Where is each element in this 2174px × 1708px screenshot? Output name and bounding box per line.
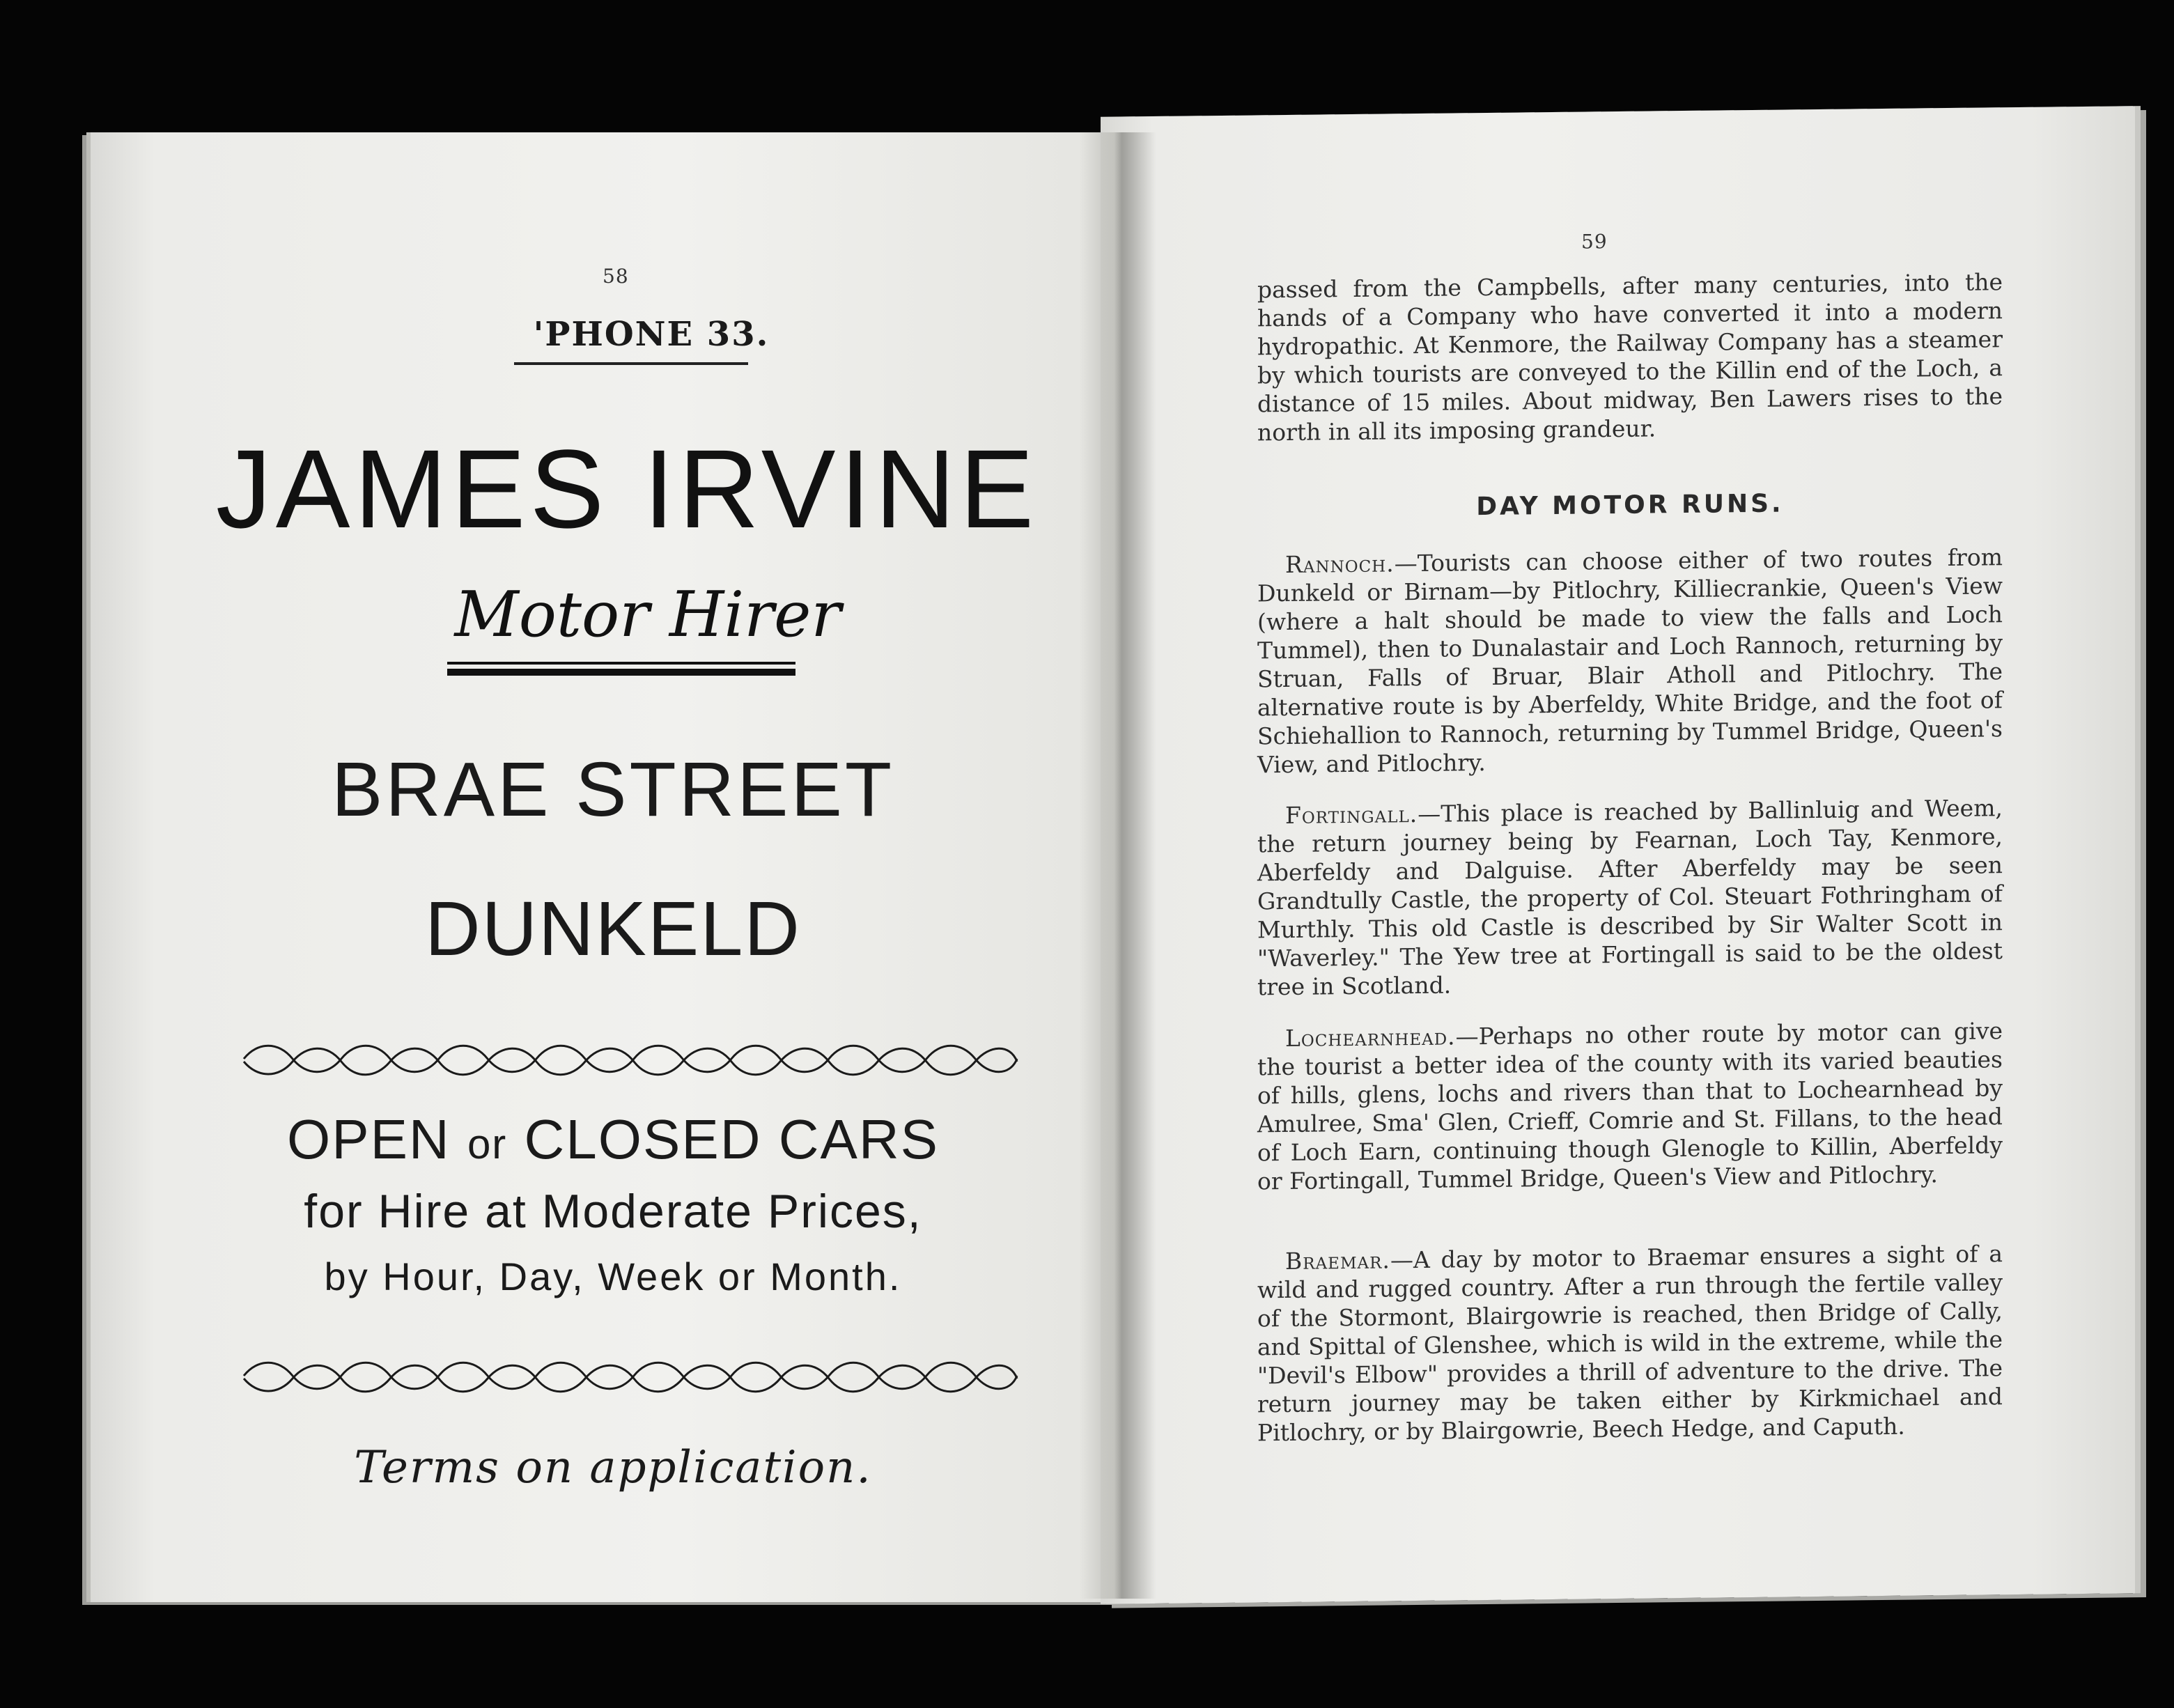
route-title: Braemar. <box>1285 1246 1390 1275</box>
route-description: —This place is reached by Ballinluig and Weem, the return journey being by Fearnan, Loch Tay, Kenmore, Aberfeldy and Dalguise. After Aberfeldy may be seen Grandtully Castle, the property of Col. Steuart Fothringham of Murthly. This old Castle is described by Sir Walter Scott in "Waverley." The Yew tree at Fortingall is said to be the oldest tree in Scotland. <box>1257 794 2003 1001</box>
scroll-ornament-icon <box>237 1355 1024 1397</box>
phone-number: 'PHONE 33. <box>533 315 770 354</box>
book-gutter <box>1080 132 1156 1599</box>
route-title: Lochearnhead. <box>1285 1023 1456 1053</box>
cars-line-2: for Hire at Moderate Prices, <box>304 1185 922 1238</box>
route-lochearnhead <box>1257 1016 2003 1195</box>
intro-text: passed from the Campbells, after many centuries, into the hands of a Company who have converted it into a modern hydropathic. At Kenmore, the Railway Company has a steamer by which tourists are conveyed to the Killin end of the Loch, a distance of 15 miles. About midway, Ben Lawers rises to the north in all its imposing grandeur. <box>1257 268 2003 447</box>
right-page <box>1101 106 2135 1604</box>
role-underline-thick <box>447 669 795 676</box>
cars-or: or <box>467 1121 508 1167</box>
cars-open: OPEN <box>286 1108 451 1170</box>
section-heading: DAY MOTOR RUNS. <box>1476 489 1784 522</box>
business-role: Motor Hirer <box>454 578 841 651</box>
page-number-right: 59 <box>1581 230 1608 254</box>
scroll-ornament-icon <box>237 1038 1024 1080</box>
business-name: JAMES IRVINE <box>215 426 1039 551</box>
phone-underline <box>514 362 748 365</box>
cars-line-3: by Hour, Day, Week or Month. <box>324 1255 902 1298</box>
open-book <box>77 111 2111 1602</box>
route-description: —A day by motor to Braemar ensures a sight of a wild and rugged country. After a run through the fertile valley of the Stormont, Blairgowrie is reached, then Bridge of Cally, and Spittal of Glenshee, which is wild in the extreme, while the "Devil's Elbow" provides a thrill of adventure to the drive. The return journey may be taken either by Kirkmichael and Pitlochry, or by Blairgowrie, Beech Hedge, and Caputh. <box>1257 1240 2003 1447</box>
route-title: Fortingall. <box>1285 800 1418 830</box>
role-underline-thin <box>447 662 795 665</box>
route-braemar <box>1257 1239 2003 1447</box>
intro-paragraph <box>1257 267 2003 447</box>
route-description: —Tourists can choose either of two routes from Dunkeld or Birnam—by Pitlochry, Killiecrankie, Queen's View (where a halt should be made to view the falls and Loch Tummel), then to Dunalastair and Loch Rannoch, returning by Struan, Falls of Bruar, Blair Atholl and Pitlochry. The alternative route is by Aberfeldy, White Bridge, and the foot of Schiehallion to Rannoch, returning by Tummel Bridge, Queen's View, and Pitlochry. <box>1257 543 2003 779</box>
route-fortingall <box>1257 793 2003 1001</box>
page-number-left: 58 <box>603 265 629 288</box>
route-description: —Perhaps no other route by motor can give the tourist a better idea of the county with its varied beauties of hills, glens, lochs and rivers than that to Lochearnhead by Amulree, Sma' Glen, Crieff, Comrie and St. Fillans, to the head of Loch Earn, continuing though Glenogle to Killin, Aberfeldy or Fortingall, Tummel Bridge, Queen's View and Pitlochry. <box>1257 1017 2003 1195</box>
cars-closed: CLOSED CARS <box>524 1108 940 1170</box>
street-address: BRAE STREET <box>331 747 895 832</box>
route-title: Rannoch. <box>1285 550 1395 579</box>
route-rannoch <box>1257 543 2003 779</box>
terms-note: Terms on application. <box>354 1442 872 1493</box>
cars-line-1 <box>230 1108 996 1172</box>
left-page <box>91 132 1163 1602</box>
town-name: DUNKELD <box>425 886 801 972</box>
